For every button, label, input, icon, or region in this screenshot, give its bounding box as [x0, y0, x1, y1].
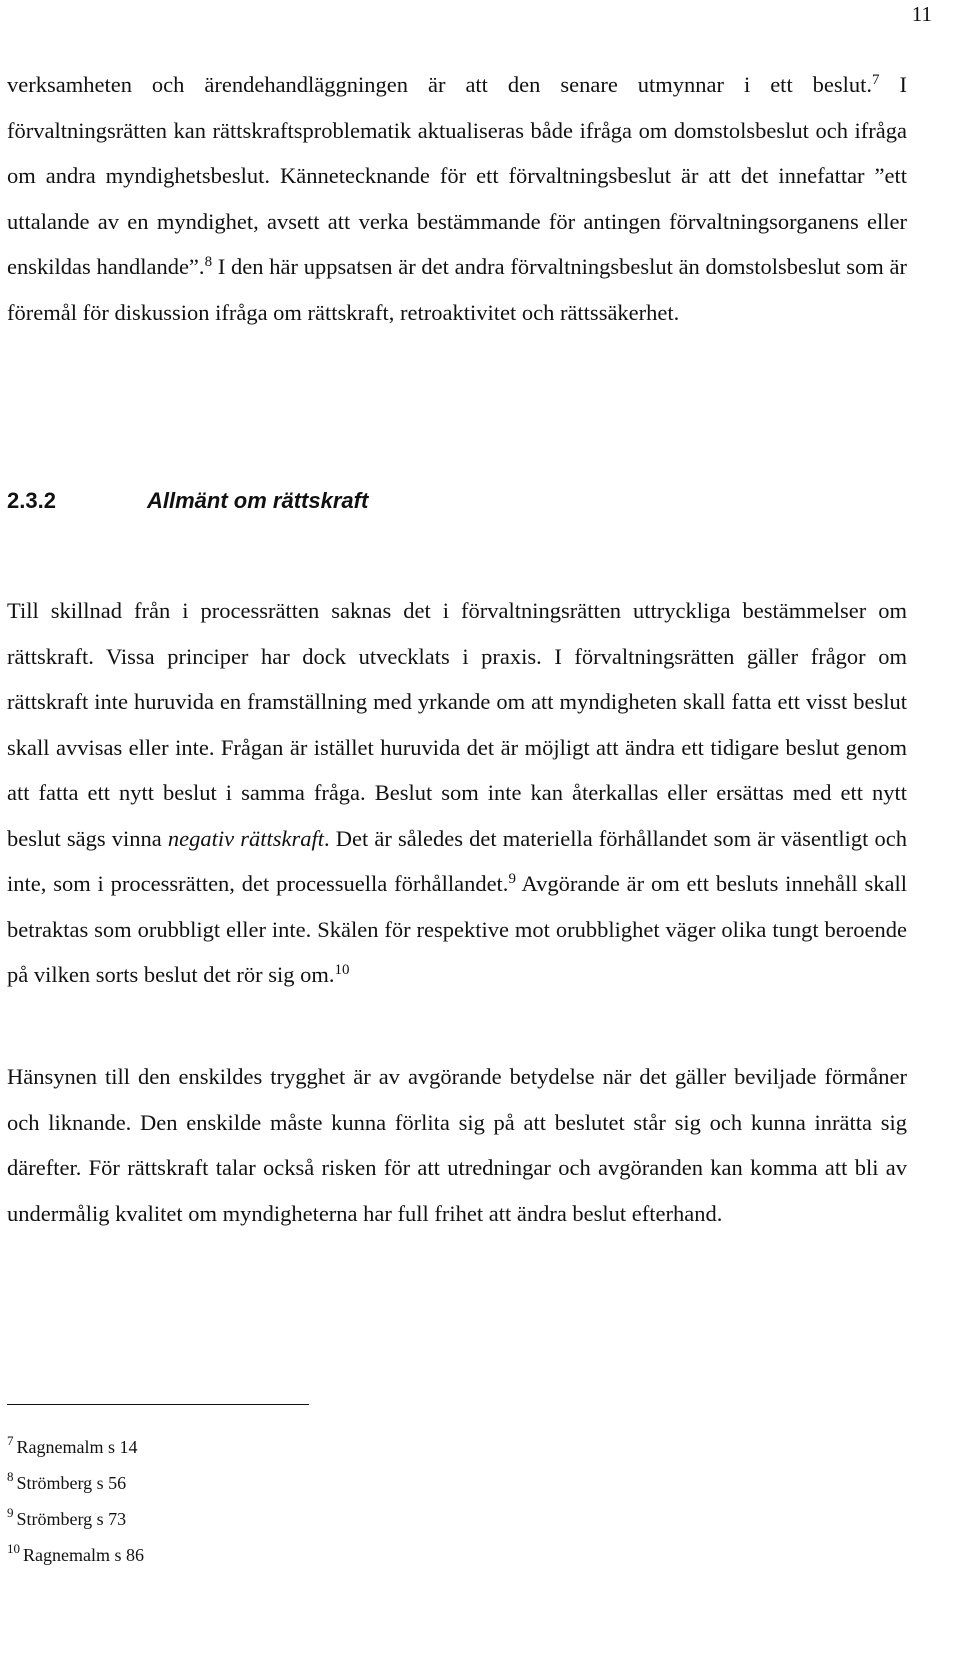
paragraph-1 — [7, 62, 907, 335]
footnote-text: Ragnemalm s 86 — [23, 1545, 144, 1565]
footnote-divider — [7, 1404, 309, 1405]
footnote-ref-8[interactable]: 8 — [204, 253, 213, 270]
footnote-ref-10[interactable]: 10 — [334, 961, 350, 978]
paragraph-2-sentence-3: Avgörande är om ett besluts innehåll skall betraktas som orubbligt eller inte. Skälen för respektive mot orubblighet väger olika tungt beroende på vilken sorts beslut det rör sig om. — [7, 871, 907, 987]
footnote-item — [7, 1504, 144, 1540]
paragraph-2-sentence-1: Till skillnad från i processrätten saknas det i förvaltningsrätten uttryckliga bestämmelser om rättskraft. Vissa principer har dock utvecklats i praxis. I förvaltningsrätten gäller frågor om rättskraft inte huruvida en framställning med yrkande om att myndigheten skall fatta ett visst beslut skall avvisas eller inte. Frågan är istället huruvida det är möjligt att ändra ett tidigare beslut genom att fatta ett nytt beslut i samma fråga. Beslut som inte kan återkallas eller ersättas med ett nytt beslut sägs vinna — [7, 598, 907, 851]
italic-term: negativ rättskraft — [167, 825, 325, 851]
footnote-list — [7, 1432, 144, 1576]
paragraph-2 — [7, 588, 907, 998]
footnote-number: 8 — [7, 1469, 14, 1485]
footnote-text: Strömberg s 56 — [16, 1473, 127, 1493]
footnote-number: 10 — [7, 1541, 20, 1557]
footnote-text: Strömberg s 73 — [16, 1509, 127, 1529]
paragraph-1-sentence-2: I förvaltningsrätten kan rättskraftsproblematik aktualiseras både ifråga om domstolsbeslut och ifråga om andra myndighetsbeslut. Kännetecknande för ett förvaltningsbeslut är att det innefattar ”ett uttalande av en myndighet, avsett att verka bestämmande för antingen förvaltningsorganens eller enskildas handlande”. — [7, 72, 907, 279]
paragraph-3: Hänsynen till den enskildes trygghet är av avgörande betydelse när det gäller beviljade förmåner och liknande. Den enskilde måste kunna förlita sig på att beslutet står sig och kunna inrätta sig därefter. För rättskraft talar också risken för att utredningar och avgöranden kan komma att bli av undermålig kvalitet om myndigheterna har full frihet att ändra beslut efterhand. — [7, 1064, 907, 1226]
section-heading — [7, 484, 368, 518]
footnote-item — [7, 1468, 144, 1504]
footnote-ref-7[interactable]: 7 — [872, 71, 880, 88]
section-number: 2.3.2 — [7, 488, 56, 513]
paragraph-2-sentence-2: . Det är således det materiella förhållandet som är väsentligt och inte, som i processrätten, det processuella förhållandet. — [7, 825, 907, 896]
page-number: 11 — [911, 2, 932, 26]
section-title: Allmänt om rättskraft — [147, 488, 369, 513]
footnote-ref-9[interactable]: 9 — [508, 870, 516, 887]
footnote-item — [7, 1432, 144, 1468]
paragraph-1-sentence-3: I den här uppsatsen är det andra förvaltningsbeslut än domstolsbeslut som är föremål för diskussion ifråga om rättskraft, retroaktivitet och rättssäkerhet. — [7, 254, 908, 325]
footnote-number: 9 — [7, 1505, 14, 1521]
footnote-number: 7 — [7, 1433, 14, 1449]
paragraph-1-sentence-1: verksamheten och ärendehandläggningen är att den senare utmynnar i ett beslut. — [7, 72, 873, 97]
footnote-item — [7, 1540, 144, 1576]
footnote-text: Ragnemalm s 14 — [16, 1437, 138, 1457]
